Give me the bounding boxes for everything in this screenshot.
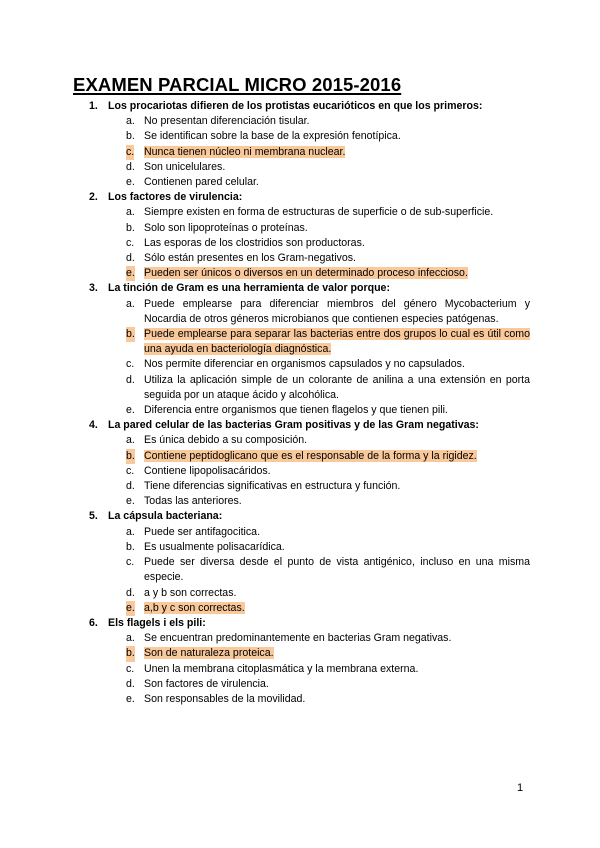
- option-text-content: Sólo están presentes en los Gram-negativos.: [144, 252, 356, 265]
- question-heading: [0, 418, 600, 433]
- option-text: [144, 433, 530, 448]
- answer-option-2-a: [0, 205, 600, 220]
- question-number: 4.: [89, 419, 98, 432]
- answer-option-3-d: [0, 373, 600, 403]
- answer-option-2-d: [0, 251, 600, 266]
- answer-option-4-a: [0, 433, 600, 448]
- question-text: La pared celular de las bacterias Gram positivas y de las Gram negativas:: [108, 419, 479, 432]
- page-number: 1: [517, 782, 524, 794]
- answer-option-5-e: [0, 601, 600, 616]
- option-letter: b.: [126, 449, 135, 464]
- option-text: [144, 297, 530, 327]
- answer-option-6-b: [0, 646, 600, 661]
- option-text-content: Siempre existen en forma de estructuras de superficie o de sub-superficie.: [144, 206, 494, 219]
- option-letter: d.: [126, 677, 135, 690]
- question-text: La cápsula bacteriana:: [108, 510, 223, 523]
- option-letter: e.: [126, 601, 135, 616]
- option-text: [144, 662, 530, 677]
- option-text: [144, 631, 530, 646]
- option-text: [144, 525, 530, 540]
- option-text-content: Son unicelulares.: [144, 160, 226, 173]
- option-letter: d.: [126, 480, 135, 493]
- answer-option-5-a: [0, 525, 600, 540]
- answer-option-6-d: [0, 677, 600, 692]
- option-text: [144, 479, 530, 494]
- option-text-content: Son responsables de la movilidad.: [144, 692, 306, 705]
- answer-option-3-e: [0, 403, 600, 418]
- answer-option-1-e: [0, 175, 600, 190]
- option-letter: c.: [126, 358, 135, 371]
- option-letter: a.: [126, 434, 135, 447]
- question-4: [0, 418, 600, 509]
- question-heading: [0, 190, 600, 205]
- option-letter: b.: [126, 327, 135, 342]
- answer-option-5-c: [0, 555, 600, 585]
- answer-option-3-a: [0, 297, 600, 327]
- answer-option-1-d: [0, 160, 600, 175]
- option-list: [0, 205, 600, 281]
- option-text-content: Solo son lipoproteínas o proteínas.: [144, 221, 308, 234]
- question-number: 1.: [89, 100, 98, 112]
- option-text: [144, 403, 530, 418]
- option-text-content: Todas las anteriores.: [144, 495, 242, 508]
- option-text: [144, 160, 530, 175]
- option-text: [144, 464, 530, 479]
- answer-option-2-c: [0, 236, 600, 251]
- option-text: [144, 586, 530, 601]
- question-2: [0, 190, 600, 281]
- option-list: [0, 433, 600, 509]
- answer-option-6-e: [0, 692, 600, 707]
- highlighted-answer: [144, 145, 530, 160]
- option-letter: c.: [126, 236, 135, 249]
- highlighted-answer: [144, 449, 530, 464]
- option-text-content: Es usualmente polisacarídica.: [144, 540, 285, 553]
- question-number: 3.: [89, 282, 98, 295]
- highlighted-answer: [144, 266, 530, 281]
- answer-option-4-c: [0, 464, 600, 479]
- option-text-content: a y b son correctas.: [144, 586, 237, 599]
- option-letter: d.: [126, 160, 135, 173]
- answer-option-4-b: [0, 449, 600, 464]
- option-letter: a.: [126, 206, 135, 219]
- option-letter: b.: [126, 646, 135, 661]
- answer-option-3-c: [0, 357, 600, 372]
- option-text: [144, 129, 530, 144]
- question-6: [0, 616, 600, 707]
- option-letter: e.: [126, 266, 135, 281]
- question-text: Els flagels i els pili:: [108, 616, 206, 629]
- option-text-content: Puede emplearse para separar las bacterias entre dos grupos lo cual es útil como una ayuda en bacteriología diagnóstica.: [144, 328, 530, 356]
- option-letter: e.: [126, 404, 135, 417]
- option-letter: d.: [126, 373, 135, 386]
- option-letter: b.: [126, 221, 135, 234]
- answer-option-4-e: [0, 494, 600, 509]
- option-text: [144, 373, 530, 403]
- answer-option-1-a: [0, 114, 600, 129]
- option-text-content: Son de naturaleza proteica.: [144, 647, 274, 660]
- option-text: [144, 205, 530, 220]
- option-text-content: a,b y c son correctas.: [144, 601, 245, 614]
- question-heading: [0, 509, 600, 524]
- answer-option-4-d: [0, 479, 600, 494]
- question-heading: [0, 281, 600, 296]
- question-text: Los factores de virulencia:: [108, 191, 243, 204]
- option-text-content: Contienen pared celular.: [144, 176, 259, 189]
- question-5: [0, 509, 600, 615]
- option-letter: c.: [126, 556, 135, 569]
- question-text: La tinción de Gram es una herramienta de valor porque:: [108, 282, 390, 295]
- option-text-content: Pueden ser únicos o diversos en un determinado proceso infeccioso.: [144, 267, 468, 280]
- option-letter: a.: [126, 525, 135, 538]
- highlighted-answer: [144, 646, 530, 661]
- option-list: [0, 525, 600, 616]
- option-list: [0, 114, 600, 190]
- option-text: [144, 114, 530, 129]
- option-text-content: Tiene diferencias significativas en estructura y función.: [144, 480, 401, 493]
- question-list: [0, 99, 600, 707]
- page-title: EXAMEN PARCIAL MICRO 2015-2016: [73, 74, 402, 95]
- answer-option-2-b: [0, 221, 600, 236]
- answer-option-2-e: [0, 266, 600, 281]
- option-text-content: Se encuentran predominantemente en bacterias Gram negativas.: [144, 632, 452, 645]
- question-heading: [0, 99, 600, 114]
- option-text-content: Es única debido a su composición.: [144, 434, 308, 447]
- option-text-content: Las esporas de los clostridios son productoras.: [144, 236, 365, 249]
- option-text-content: Contiene lipopolisacáridos.: [144, 464, 271, 477]
- option-text: [144, 175, 530, 190]
- question-3: [0, 281, 600, 418]
- option-text-content: Diferencia entre organismos que tienen flagelos y que tienen pili.: [144, 404, 448, 417]
- option-text-content: Nunca tienen núcleo ni membrana nuclear.: [144, 145, 346, 158]
- option-list: [0, 631, 600, 707]
- answer-option-1-c: [0, 145, 600, 160]
- question-text: Los procariotas difieren de los protistas eucarióticos en que los primeros:: [108, 100, 483, 112]
- answer-option-5-d: [0, 586, 600, 601]
- question-number: 5.: [89, 510, 98, 523]
- option-text-content: Son factores de virulencia.: [144, 677, 269, 690]
- option-text: [144, 494, 530, 509]
- option-letter: c.: [126, 145, 134, 160]
- option-text: [144, 251, 530, 266]
- question-heading: [0, 616, 600, 631]
- option-text: [144, 221, 530, 236]
- option-text-content: Nos permite diferenciar en organismos capsulados y no capsulados.: [144, 358, 465, 371]
- option-text: [144, 677, 530, 692]
- option-text: [144, 692, 530, 707]
- option-text-content: Contiene peptidoglicano que es el responsable de la forma y la rigidez.: [144, 449, 477, 462]
- option-text: [144, 555, 530, 585]
- answer-option-5-b: [0, 540, 600, 555]
- option-letter: e.: [126, 692, 135, 705]
- option-letter: a.: [126, 297, 135, 310]
- question-number: 6.: [89, 616, 98, 629]
- option-letter: b.: [126, 540, 135, 553]
- option-letter: e.: [126, 176, 135, 189]
- option-letter: c.: [126, 662, 135, 675]
- option-letter: a.: [126, 632, 135, 645]
- option-text: [144, 357, 530, 372]
- option-letter: d.: [126, 252, 135, 265]
- option-text-content: Unen la membrana citoplasmática y la membrana externa.: [144, 662, 419, 675]
- option-letter: c.: [126, 464, 135, 477]
- option-text-content: Utiliza la aplicación simple de un colorante de anilina a una extensión en porta seguida por un ataque ácido y alcohólica.: [144, 373, 530, 401]
- option-letter: e.: [126, 495, 135, 508]
- answer-option-6-c: [0, 662, 600, 677]
- option-list: [0, 297, 600, 419]
- option-letter: a.: [126, 115, 135, 128]
- option-text-content: Puede ser diversa desde el punto de vista antigénico, incluso en una misma especie.: [144, 556, 530, 584]
- option-letter: b.: [126, 130, 135, 143]
- option-text-content: No presentan diferenciación tisular.: [144, 115, 310, 128]
- answer-option-6-a: [0, 631, 600, 646]
- answer-option-1-b: [0, 129, 600, 144]
- highlighted-answer: [144, 601, 530, 616]
- option-text-content: Se identifican sobre la base de la expresión fenotípica.: [144, 130, 401, 143]
- highlighted-answer: [144, 327, 530, 357]
- option-text-content: Puede emplearse para diferenciar miembros del género Mycobacterium y Nocardia de otros géneros microbianos que contienen especies patógenas.: [144, 297, 530, 325]
- option-text: [144, 540, 530, 555]
- answer-option-3-b: [0, 327, 600, 357]
- option-text-content: Puede ser antifagocitica.: [144, 525, 261, 538]
- question-1: [0, 99, 600, 190]
- option-text: [144, 236, 530, 251]
- option-letter: d.: [126, 586, 135, 599]
- question-number: 2.: [89, 191, 98, 204]
